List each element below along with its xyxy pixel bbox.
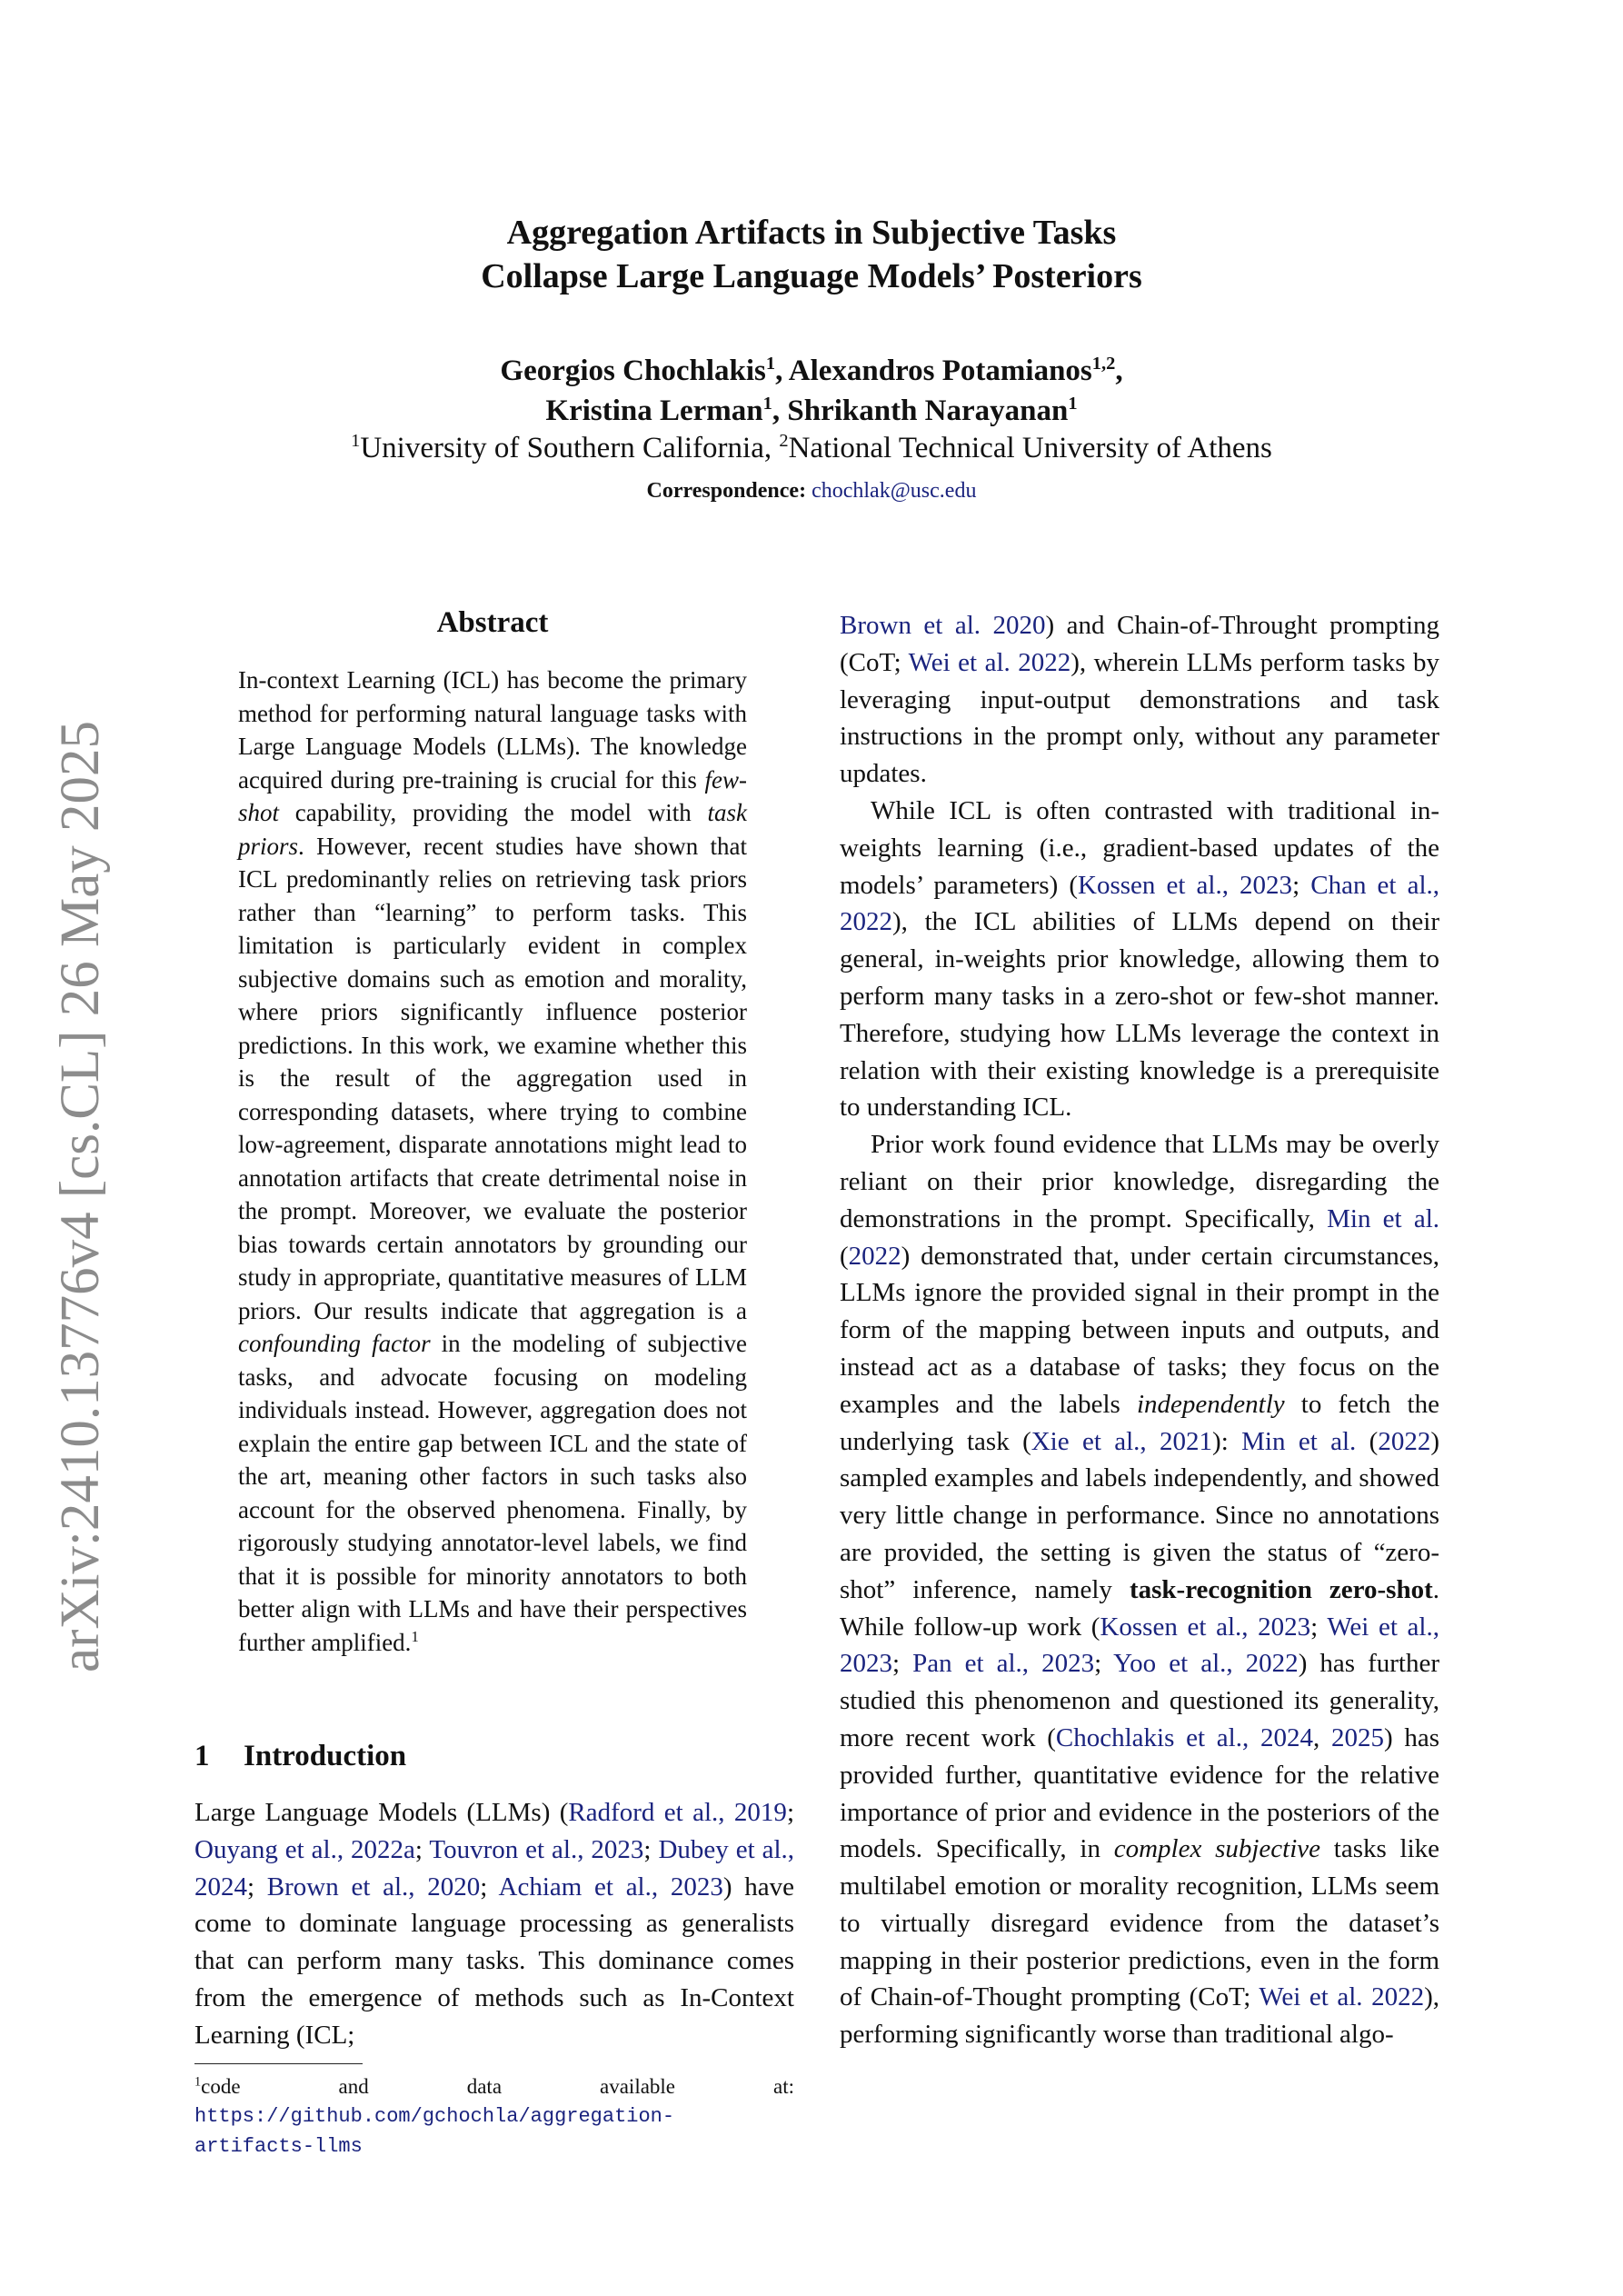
abstract-text: in the modeling of subjective tasks, and advocate focusing on modeling individuals instead. However, aggregation does not explain the entire gap between ICL and the state of the art, meaning other factors in such tasks also account for the observed phenomena. Finally, by rigorously studying annotator-level labels, we find that it is possible for minority annotators to both better align with LLMs and have their perspectives further amplified. [238, 1330, 747, 1656]
citation-link[interactable]: 2025 [1330, 1722, 1384, 1752]
title-line-2: Collapse Large Language Models’ Posteriors [481, 257, 1142, 295]
citation-link[interactable]: Xie et al., 2021 [1031, 1426, 1213, 1456]
title-line-1: Aggregation Artifacts in Subjective Tasks [506, 214, 1117, 252]
citation-link[interactable]: Kossen et al., 2023 [1100, 1612, 1311, 1642]
footnote [194, 2072, 794, 2161]
body-text: tasks like multilabel emotion or morality recognition, LLMs seem to virtually disregard evidence from the dataset’s mapping in their posterior predictions, even in the form of Chain-of-Thought prompting (CoT; [840, 1834, 1439, 2012]
section-number: 1 [194, 1740, 210, 1772]
citation-year-link[interactable]: 2022 [1378, 1426, 1431, 1456]
author-name: Kristina Lerman [545, 394, 763, 427]
author-name: Shrikanth Narayanan [787, 394, 1069, 427]
citation-link[interactable]: Radford et al., 2019 [568, 1798, 787, 1827]
citation-separator: ; [1292, 870, 1311, 900]
citation-link[interactable]: Wei et al. 2022 [908, 647, 1071, 677]
citation-link[interactable]: Kossen et al., 2023 [1078, 870, 1293, 900]
right-paragraph-2 [840, 793, 1439, 1126]
body-emphasis: independently [1136, 1389, 1285, 1419]
citation-link[interactable]: Touvron et al., 2023 [429, 1834, 644, 1864]
body-text: ) has provided further, quantitative evidence for the relative importance of prior and evidence in the posteriors of the models. Specifically, in [840, 1722, 1440, 1864]
affiliation-mark: 2 [779, 431, 789, 451]
correspondence [0, 476, 1623, 505]
abstract-heading: Abstract [436, 606, 549, 639]
right-paragraph-3 [840, 1126, 1439, 2053]
footnote-marker: 1 [411, 1627, 419, 1645]
citation-link[interactable]: Chan et al., 2022 [840, 870, 1440, 937]
citation-year-link[interactable]: 2022 [848, 1241, 901, 1271]
citation-link[interactable]: Min et al. [1241, 1426, 1357, 1456]
paper-title [0, 211, 1623, 298]
author-affiliation-mark: 1 [762, 394, 772, 414]
footnote-text: code and data available at: [201, 2075, 794, 2098]
author-name: Alexandros Potamianos [788, 354, 1092, 387]
right-column-body [840, 607, 1439, 2053]
footnote-divider [194, 2063, 363, 2064]
body-text: . While follow-up work ( [840, 1574, 1439, 1642]
body-text: While ICL is often contrasted with traditional in-weights learning (i.e., gradient-based updates of the models’ parameters) ( [840, 795, 1439, 900]
body-text: ): [1212, 1426, 1242, 1456]
citation-separator: ; [1094, 1649, 1114, 1679]
affiliation-2: National Technical University of Athens [788, 432, 1272, 464]
body-text: Prior work found evidence that LLMs may be overly reliant on their prior knowledge, disregarding the demonstrations in the prompt. Specifically, [840, 1130, 1439, 1233]
intro-paragraph [194, 1794, 794, 2054]
footnote-url-link[interactable]: https://github.com/gchochla/aggregation-artifacts-llms [194, 2105, 675, 2158]
citation-link[interactable]: Achiam et al., 2023 [498, 1872, 723, 1902]
citation-separator: ; [414, 1834, 430, 1864]
abstract-emphasis: task priors [238, 799, 747, 860]
citation-separator: ; [786, 1798, 794, 1827]
correspondence-label: Correspondence: [646, 479, 807, 503]
correspondence-email-link[interactable]: chochlak@usc.edu [812, 479, 977, 503]
citation-separator: ; [892, 1649, 913, 1679]
citation-link[interactable]: Wei et al., 2023 [840, 1612, 1439, 1679]
affiliation-mark: 1 [351, 431, 361, 451]
abstract-body [238, 664, 747, 1659]
section-title: Introduction [244, 1740, 407, 1772]
body-text: ) demonstrated that, under certain circumstances, LLMs ignore the provided signal in their prompt in the form of the mapping between inputs and outputs, and instead act as a database of tasks; they focus on the examples and the labels [840, 1241, 1439, 1419]
citation-link[interactable]: Brown et al., 2020 [266, 1872, 481, 1902]
citation-link[interactable]: Dubey et al., 2024 [194, 1834, 794, 1902]
author-list: Georgios Chochlakis$^1$, Alexandros Potamianos$^{1,2}$, Kristina Lerman$^1$, Shrikanth Narayanan$^1$ [500, 354, 1123, 427]
citation-link[interactable]: Yoo et al., 2022 [1113, 1649, 1299, 1679]
body-text: ), performing significantly worse than traditional algo- [840, 1982, 1439, 2050]
citation-link[interactable]: Wei et al. 2022 [1259, 1982, 1425, 2012]
abstract-emphasis: confounding factor [238, 1330, 431, 1357]
affiliation-1: University of Southern California, [360, 432, 780, 464]
citation-separator: ; [247, 1872, 267, 1902]
introduction-body [194, 1794, 794, 2054]
citation-link[interactable]: Ouyang et al., 2022a [194, 1834, 415, 1864]
abstract-text: capability, providing the model with [279, 799, 708, 826]
citation-separator: ; [1310, 1612, 1328, 1642]
citation-link[interactable]: Pan et al., 2023 [912, 1649, 1095, 1679]
body-bold-term: task-recognition zero-shot [1129, 1574, 1433, 1604]
citation-link[interactable]: Brown et al. 2020 [840, 611, 1046, 640]
body-emphasis: complex subjective [1113, 1834, 1321, 1864]
footnote-number: 1 [194, 2074, 202, 2090]
abstract-text: In-context Learning (ICL) has become the primary method for performing natural language tasks with Large Language Models (LLMs). The knowledge acquired during pre-training is crucial for this [238, 666, 747, 794]
intro-text: ) have come to dominate language processing as generalists that can perform many tasks. This dominance comes from the emergence of methods such as In-Context Learning (ICL; [194, 1872, 794, 2050]
body-text: ) sampled examples and labels independently, and showed very little change in performance. Since no annotations are provided, the setting is given the status of “zero-shot” inference, namely [840, 1426, 1439, 1604]
citation-separator: ; [480, 1872, 499, 1902]
body-text: ) and Chain-of-Throught prompting (CoT; [840, 611, 1439, 677]
abstract-text: . However, recent studies have shown that ICL predominantly relies on retrieving task priors rather than “learning” to perform tasks. This limitation is particularly evident in complex subjective domains such as emotion and morality, where priors significantly influence posterior predictions. In this work, we examine whether this is the result of the aggregation used in corresponding datasets, where trying to combine low-agreement, disparate annotations might lead to annotation artifacts that create detrimental noise in the prompt. Moreover, we evaluate the posterior bias towards certain annotators by grounding our study in appropriate, quantitative measures of LLM priors. Our results indicate that aggregation is a [238, 832, 747, 1324]
body-text: to fetch the underlying task ( [840, 1389, 1439, 1456]
body-text: ), wherein LLMs perform tasks by leveraging input-output demonstrations and task instructions in the prompt only, without any parameter updates. [840, 647, 1439, 789]
arxiv-identifier: arXiv:2410.13776v4 [cs.CL] 26 May 2025 [50, 720, 111, 1672]
body-text: ), the ICL abilities of LLMs depend on their general, in-weights prior knowledge, allowing them to perform many tasks in a zero-shot or few-shot manner. Therefore, studying how LLMs leverage the context in relation with their existing knowledge is a prerequisite to understanding ICL. [840, 907, 1439, 1123]
author-name: Georgios Chochlakis [500, 354, 766, 387]
intro-text: Large Language Models (LLMs) ( [194, 1798, 569, 1827]
citation-separator: , [1312, 1722, 1331, 1752]
author-affiliation-mark: 1 [1068, 394, 1078, 414]
abstract-paragraph [238, 664, 747, 1659]
citation-link[interactable]: Min et al. [1327, 1203, 1439, 1233]
body-text: ( [840, 1241, 849, 1271]
right-paragraph-1 [840, 607, 1439, 793]
abstract-emphasis: few-shot [238, 765, 747, 826]
citation-link[interactable]: Chochlakis et al., 2024 [1055, 1722, 1313, 1752]
author-affiliation-mark: 1 [765, 354, 776, 374]
body-text: ( [1356, 1426, 1379, 1456]
author-affiliation-mark: 1,2 [1091, 354, 1116, 374]
body-text: ) has further studied this phenomenon and questioned its generality, more recent work ( [840, 1649, 1439, 1752]
citation-separator: ; [643, 1834, 659, 1864]
affiliations [0, 429, 1623, 467]
section-heading-introduction [194, 1736, 794, 1776]
